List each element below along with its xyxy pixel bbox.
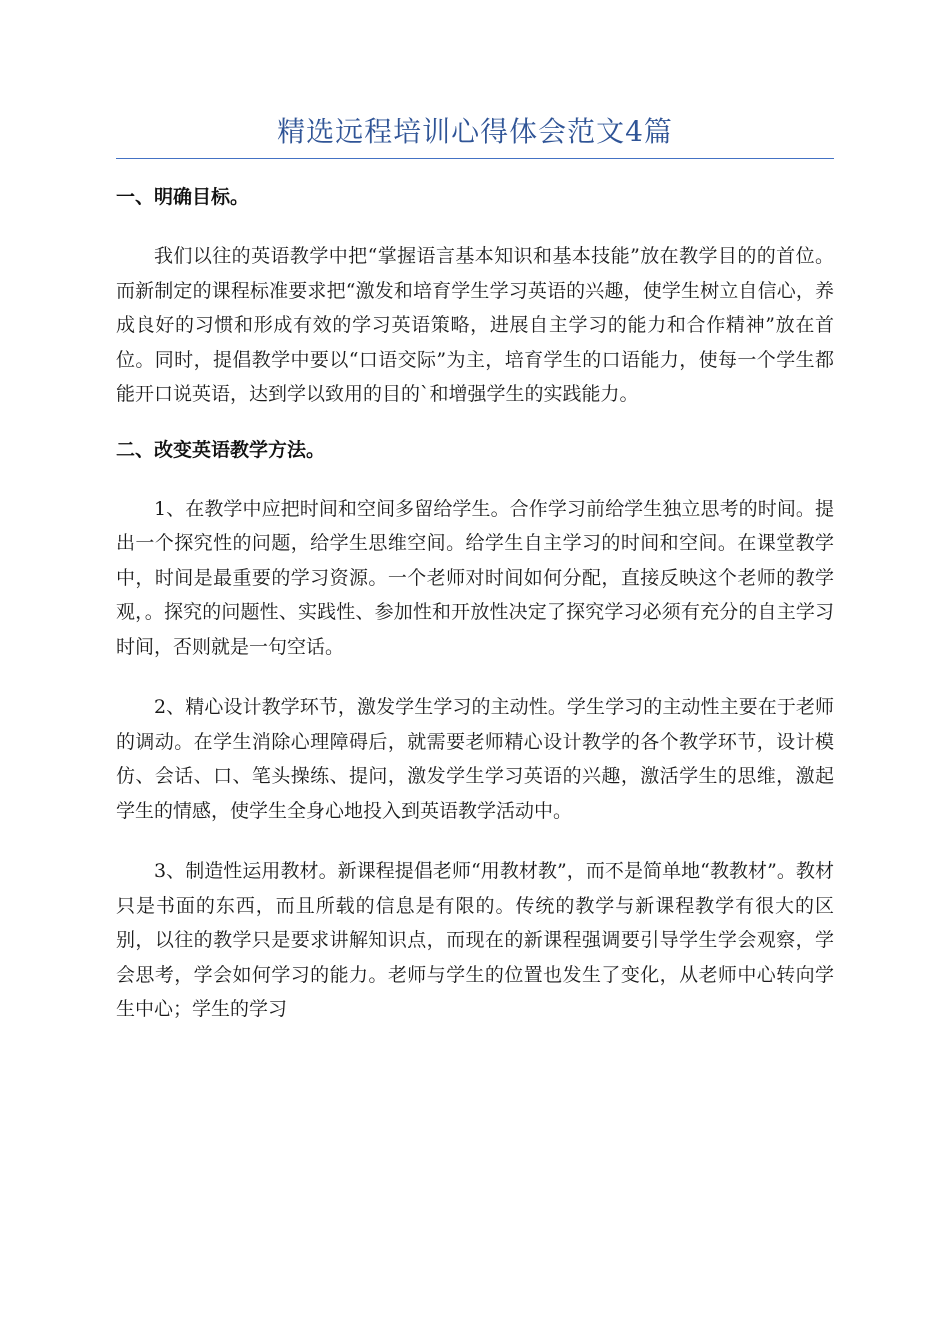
paragraph: 1、在教学中应把时间和空间多留给学生。合作学习前给学生独立思考的时间。提出一个探究性的问题，给学生思维空间。给学生自主学习的时间和空间。在课堂教学中，时间是最重要的学习资源。一个老师对时间如何分配，直接反映这个老师的教学观，。探究的问题性、实践性、参加性和开放性决定了探究学习必须有充分的自主学习时间，否则就是一句空话。 bbox=[116, 497, 834, 658]
section-heading: 一、明确目标。 bbox=[116, 186, 250, 208]
section-heading: 二、改变英语教学方法。 bbox=[116, 438, 326, 461]
document-title: 精选远程培训心得体会范文4篇 bbox=[277, 115, 673, 148]
paragraph: 3、制造性运用教材。新课程提倡老师“用教材教”，而不是简单地“教教材”。教材只是书面的东西，而且所载的信息是有限的。传统的教学与新课程教学有很大的区别，以往的教学只是要求讲解知识点，而现在的新课程强调要引导学生学会观察，学会思考，学会如何学习的能力。老师与学生的位置也发生了变化，从老师中心转向学生中心；学生的学习 bbox=[116, 860, 834, 1020]
document-page bbox=[116, 108, 834, 1027]
title-underline bbox=[116, 158, 834, 159]
section-goals bbox=[116, 181, 834, 412]
paragraph: 我们以往的英语教学中把“掌握语言基本知识和基本技能”放在教学目的的首位。而新制定的课程标准要求把“激发和培育学生学习英语的兴趣，使学生树立自信心，养成良好的习惯和形成有效的学习英语策略，进展自主学习的能力和合作精神”放在首位。同时，提倡教学中要以“口语交际”为主，培育学生的口语能力，使每一个学生都能开口说英语，达到学以致用的目的`和增强学生的实践能力。 bbox=[116, 245, 834, 405]
paragraph: 2、精心设计教学环节，激发学生学习的主动性。学生学习的主动性主要在于老师的调动。在学生消除心理障碍后，就需要老师精心设计教学的各个教学环节，设计模仿、会话、口、笔头操练、提问，激发学生学习英语的兴趣，激活学生的思维，激起学生的情感，使学生全身心地投入到英语教学活动中。 bbox=[116, 696, 834, 822]
section-methods bbox=[116, 434, 834, 1027]
